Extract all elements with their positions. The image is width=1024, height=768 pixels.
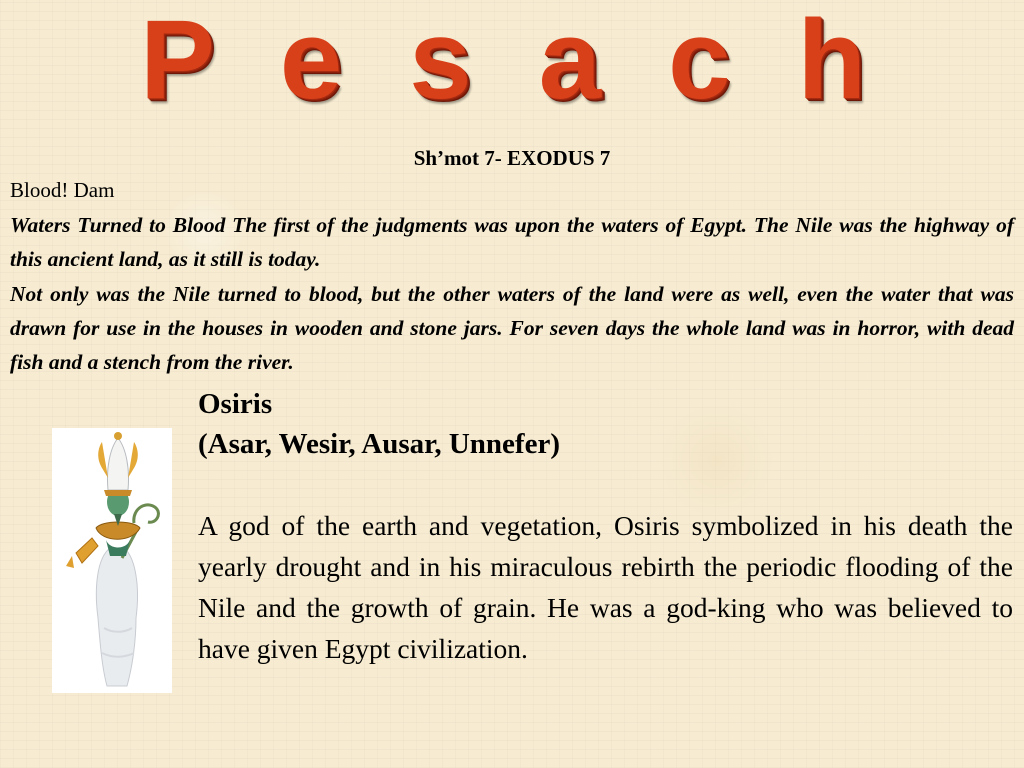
scripture-reference: Sh’mot 7- EXODUS 7 bbox=[413, 146, 611, 170]
osiris-heading: Osiris bbox=[198, 388, 273, 420]
osiris-aliases: (Asar, Wesir, Ausar, Unnefer) bbox=[198, 428, 560, 460]
osiris-figure-icon bbox=[52, 428, 172, 693]
page-title: P e s a c h bbox=[140, 0, 884, 122]
paragraph-waters-turned: Waters Turned to Blood The first of the judgments was upon the waters of Egypt. The Nile was the highway of this ancient land, as it still is today. bbox=[10, 213, 1014, 271]
osiris-description: A god of the earth and vegetation, Osiris symbolized in his death the yearly drought and in his miraculous rebirth the periodic flooding of the Nile and the growth of grain. He was a god-king who was believed to have given Egypt civilization. bbox=[198, 510, 1013, 664]
paragraph-nile-blood: Not only was the Nile turned to blood, but the other waters of the land were as well, even the water that was drawn for use in the houses in wooden and stone jars. For seven days the whole land was in horror, with dead fish and a stench from the river. bbox=[10, 282, 1014, 374]
section-label: Blood! Dam bbox=[10, 178, 115, 202]
